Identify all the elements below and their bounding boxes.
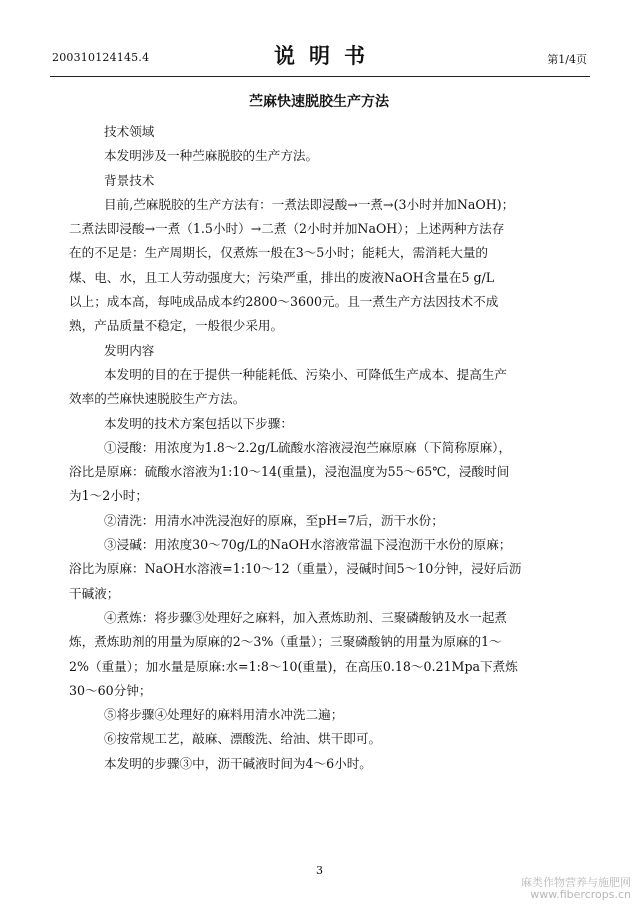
paragraph-line: 技术领域 bbox=[104, 124, 155, 139]
paragraph-line: ④煮炼：将步骤③处理好之麻料，加入煮炼助剂、三聚磷酸钠及水一起煮 bbox=[104, 609, 507, 625]
paragraph-line: 效率的苎麻快速脱胶生产方法。 bbox=[69, 391, 246, 407]
watermark bbox=[521, 877, 631, 901]
paragraph-line: 本发明的目的在于提供一种能耗低、污染小、可降低生产成本、提高生产 bbox=[104, 366, 507, 382]
paragraph-list bbox=[69, 120, 569, 776]
paragraph-line: 以上；成本高，每吨成品成本约2800～3600元。且一煮生产方法因技术不成 bbox=[69, 294, 499, 310]
paragraph-line: 干碱液； bbox=[69, 585, 120, 601]
paragraph-line: ⑥按常规工艺，敲麻、漂酸洗、给油、烘干即可。 bbox=[104, 731, 382, 747]
paragraph-line: 炼，煮炼助剂的用量为原麻的2～3%（重量）；三聚磷酸钠的用量为原麻的1～ bbox=[69, 634, 502, 650]
paragraph bbox=[69, 533, 569, 606]
paragraph-line: 浴比为原麻：NaOH水溶液=1:10～12（重量），浸碱时间5～10分钟，浸好后沥 bbox=[69, 561, 522, 577]
document-title: 苎麻快速脱胶生产方法 bbox=[249, 94, 389, 110]
paragraph-line: ③浸碱：用浓度30～70g/L的NaOH水溶液常温下浸泡沥干水份的原麻； bbox=[104, 537, 512, 553]
paragraph-line: 本发明的步骤③中，沥干碱液时间为4～6小时。 bbox=[104, 755, 372, 771]
paragraph-line: ②清洗：用清水冲洗浸泡好的原麻，至pH=7后，沥干水份； bbox=[104, 512, 444, 528]
paragraph bbox=[69, 509, 569, 533]
paragraph-line: 煤、电、水，且工人劳动强度大；污染严重，排出的废液NaOH含量在5 g/L bbox=[69, 269, 495, 285]
document-header bbox=[0, 0, 639, 80]
watermark-site-name: 麻类作物营养与施肥网 bbox=[521, 876, 631, 889]
paragraph bbox=[69, 363, 569, 412]
paragraph-line: 在的不足是：生产周期长，仅煮炼一般在3～5小时；能耗大，需消耗大量的 bbox=[69, 245, 489, 261]
paragraph-line: ⑤将步骤④处理好的麻料用清水冲洗二遍； bbox=[104, 707, 344, 723]
document-type-heading: 说明书 bbox=[274, 43, 379, 68]
paragraph-line: 背景技术 bbox=[104, 172, 155, 188]
paragraph bbox=[69, 703, 569, 727]
page-info: 第1/4页 bbox=[547, 53, 587, 66]
watermark-url: www.fibercrops.cn bbox=[530, 888, 631, 901]
paragraph bbox=[69, 339, 569, 363]
page-number: 3 bbox=[316, 864, 323, 877]
paragraph bbox=[69, 120, 569, 144]
paragraph-line: 二煮法即浸酸→一煮（1.5小时）→二煮（2小时并加NaOH）；上述两种方法存 bbox=[69, 221, 505, 237]
paragraph bbox=[69, 436, 569, 509]
paragraph-line: 发明内容 bbox=[104, 342, 155, 358]
paragraph-line: 30～60分钟； bbox=[69, 682, 152, 698]
paragraph-line: 为1～2小时； bbox=[69, 488, 148, 504]
paragraph bbox=[69, 193, 569, 339]
paragraph bbox=[69, 169, 569, 193]
application-number: 200310124145.4 bbox=[52, 51, 150, 64]
paragraph-line: 2%（重量）；加水量是原麻:水=1:8～10(重量)，在高压0.18～0.21Mpa下煮炼 bbox=[69, 658, 518, 674]
paragraph-line: 目前,苎麻脱胶的生产方法有：一煮法即浸酸→一煮→(3小时并加NaOH)； bbox=[104, 196, 515, 212]
paragraph bbox=[69, 727, 569, 751]
paragraph bbox=[69, 606, 569, 703]
paragraph-line: ①浸酸：用浓度为1.8～2.2g/L硫酸水溶液浸泡苎麻原麻（下简称原麻）， bbox=[104, 439, 512, 455]
header-rule bbox=[50, 76, 590, 77]
paragraph-line: 本发明涉及一种苎麻脱胶的生产方法。 bbox=[104, 148, 319, 164]
paragraph-line: 熟，产品质量不稳定，一般很少采用。 bbox=[69, 318, 284, 334]
paragraph bbox=[69, 412, 569, 436]
paragraph-line: 本发明的技术方案包括以下步骤： bbox=[104, 415, 293, 431]
document-body bbox=[69, 92, 569, 776]
paragraph bbox=[69, 752, 569, 776]
paragraph bbox=[69, 144, 569, 168]
paragraph-line: 浴比是原麻：硫酸水溶液为1:10～14(重量)，浸泡温度为55～65℃，浸酸时间 bbox=[69, 464, 510, 480]
